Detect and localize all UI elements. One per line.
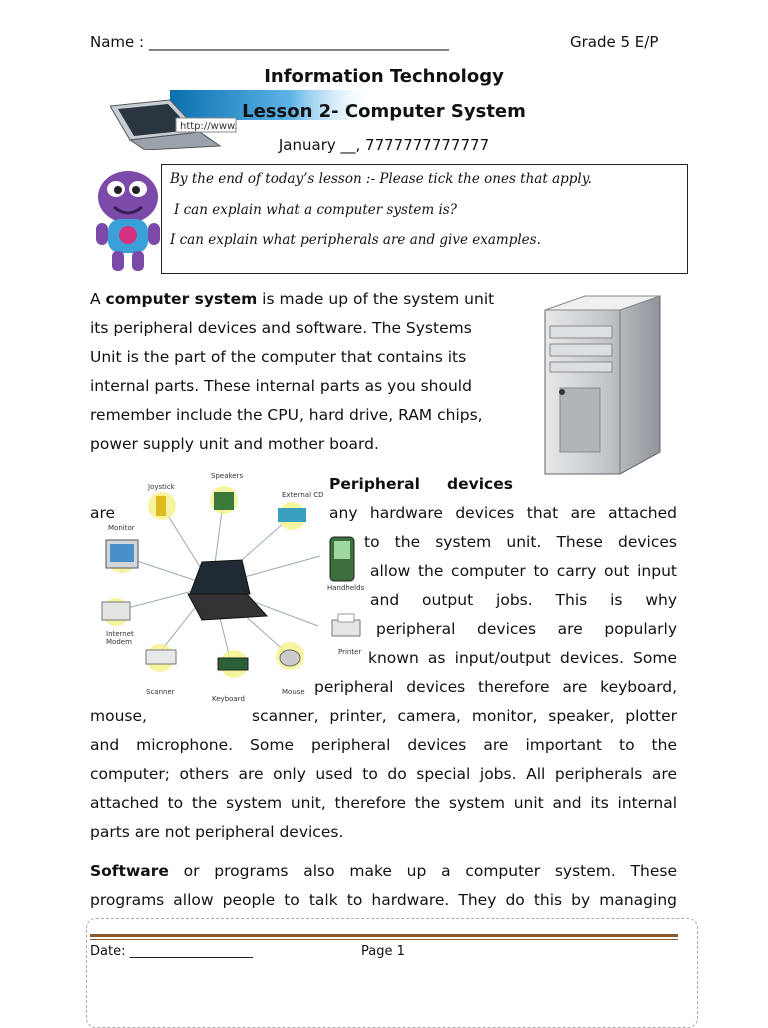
para3-text: or programs also make up a computer system. These bbox=[168, 862, 677, 880]
label-speakers: Speakers bbox=[211, 472, 244, 480]
para2-line: peripheral devices therefore are keyboard, bbox=[314, 678, 677, 696]
purple-alien-character bbox=[92, 167, 162, 273]
para2-line: are bbox=[90, 504, 116, 522]
printer-icon bbox=[328, 612, 364, 642]
label-scanner: Scanner bbox=[146, 688, 175, 696]
para2-line: peripheral devices are popularly bbox=[376, 620, 677, 638]
label-keyboard: Keyboard bbox=[212, 695, 245, 703]
label-external-cd: External CD bbox=[282, 491, 324, 499]
para2-line: attached to the system unit, therefore the system unit and its internal bbox=[90, 794, 677, 812]
software-term: Software bbox=[90, 862, 169, 880]
footer-page-number: Page 1 bbox=[361, 944, 405, 959]
peripheral-devices-diagram bbox=[92, 466, 326, 700]
para2-line: mouse, bbox=[90, 707, 147, 725]
peripheral-term-1: Peripheral bbox=[329, 475, 420, 493]
name-field-label: Name : ________________________________________ bbox=[90, 33, 449, 51]
grade-label: Grade 5 E/P bbox=[570, 33, 659, 51]
objectives-box bbox=[161, 164, 688, 274]
handheld-device-icon bbox=[324, 535, 360, 585]
para2-line: and microphone. Some peripheral devices are important to the bbox=[90, 736, 677, 754]
footer-rule bbox=[90, 934, 678, 937]
label-joystick: Joystick bbox=[148, 483, 175, 491]
footer-date-label: Date: ___________________ bbox=[90, 944, 254, 959]
para2-line: parts are not peripheral devices. bbox=[90, 823, 344, 841]
label-monitor: Monitor bbox=[108, 524, 135, 532]
peripheral-term-2: devices bbox=[447, 475, 513, 493]
computer-system-term: computer system bbox=[105, 290, 258, 308]
para3-line: programs allow people to talk to hardware. They do this by managing bbox=[90, 891, 677, 909]
para2-line: computer; others are only used to do special jobs. All peripherals are bbox=[90, 765, 677, 783]
label-mouse: Mouse bbox=[282, 688, 305, 696]
label-modem: Internet Modem bbox=[106, 630, 134, 646]
lesson-date: January __, 7777777777777 bbox=[278, 136, 490, 154]
para1-line: internal parts. These internal parts as you should bbox=[90, 377, 472, 395]
para2-line: and output jobs. This is why bbox=[370, 591, 677, 609]
para1-line: Unit is the part of the computer that contains its bbox=[90, 348, 467, 366]
footer-rule-thin bbox=[90, 939, 678, 940]
objective-item-2: I can explain what peripherals are and give examples. bbox=[170, 232, 541, 248]
para2-line: scanner, printer, camera, monitor, speaker, plotter bbox=[252, 707, 677, 725]
para2-line: known as input/output devices. Some bbox=[368, 649, 677, 667]
objective-item-1: I can explain what a computer system is? bbox=[174, 202, 457, 218]
para1-line: remember include the CPU, hard drive, RAM chips, bbox=[90, 406, 483, 424]
system-unit-tower-image bbox=[540, 292, 665, 477]
para1-text: A bbox=[90, 290, 106, 308]
label-printer: Printer bbox=[338, 648, 362, 656]
para1-line: power supply unit and mother board. bbox=[90, 435, 379, 453]
label-handhelds: Handhelds bbox=[327, 584, 365, 592]
subject-title: Information Technology bbox=[264, 66, 504, 87]
para1-line: its peripheral devices and software. The Systems bbox=[90, 319, 472, 337]
lesson-title: Lesson 2- Computer System bbox=[242, 101, 526, 122]
banner-url-text: http://www. bbox=[180, 121, 238, 132]
para2-line: to the system unit. These devices bbox=[364, 533, 677, 551]
para2-line: any hardware devices that are attached bbox=[329, 504, 677, 522]
para2-line: allow the computer to carry out input bbox=[370, 562, 677, 580]
para1-text: is made up of the system unit bbox=[257, 290, 495, 308]
objectives-intro: By the end of today’s lesson :- Please tick the ones that apply. bbox=[170, 171, 592, 187]
